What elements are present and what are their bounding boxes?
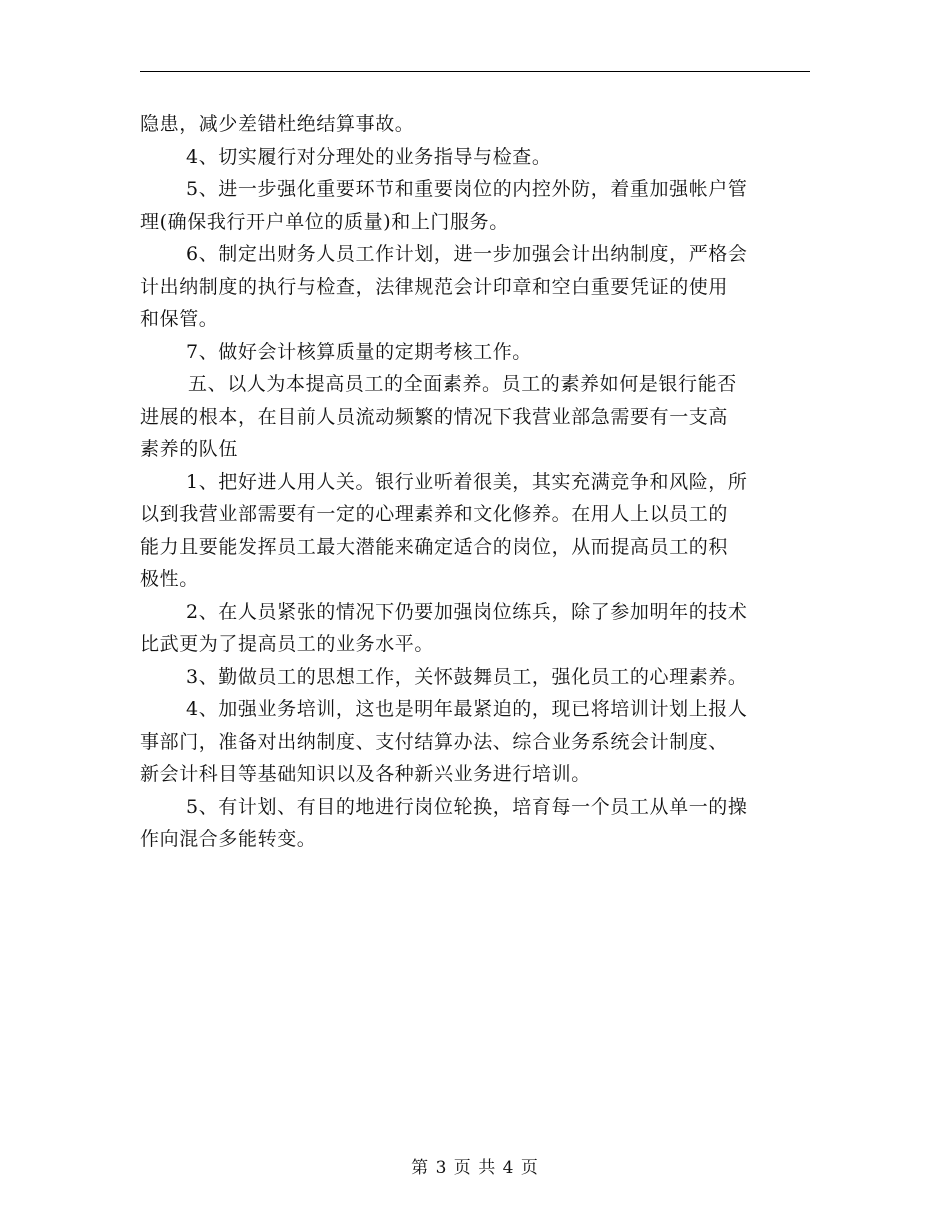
text-line: 以到我营业部需要有一定的心理素养和文化修养。在用人上以员工的 xyxy=(140,503,729,525)
text-line: 极性。 xyxy=(140,568,199,590)
text-line: 素养的队伍 xyxy=(140,438,239,460)
text-line: 和保管。 xyxy=(140,308,219,330)
document-body xyxy=(140,108,810,856)
text-line: 5、有计划、有目的地进行岗位轮换，培育每一个员工从单一的操 xyxy=(186,795,748,818)
text-line: 能力且要能发挥员工最大潜能来确定适合的岗位，从而提高员工的积 xyxy=(140,535,729,558)
text-line: 新会计科目等基础知识以及各种新兴业务进行培训。 xyxy=(140,763,591,785)
text-line: 作向混合多能转变。 xyxy=(140,828,317,850)
text-line: 事部门，准备对出纳制度、支付结算办法、综合业务系统会计制度、 xyxy=(140,730,729,753)
text-line: 4、切实履行对分理处的业务指导与检查。 xyxy=(186,145,552,168)
text-line: 理(确保我行开户单位的质量)和上门服务。 xyxy=(140,210,509,233)
page-number-footer: 第 3 页 共 4 页 xyxy=(411,1158,539,1178)
text-line: 比武更为了提高员工的业务水平。 xyxy=(140,633,435,655)
text-line: 隐患，减少差错杜绝结算事故。 xyxy=(140,113,415,135)
text-line: 计出纳制度的执行与检查，法律规范会计印章和空白重要凭证的使用 xyxy=(140,275,729,298)
text-line: 7、做好会计核算质量的定期考核工作。 xyxy=(186,340,532,363)
text-line: 6、制定出财务人员工作计划，进一步加强会计出纳制度，严格会 xyxy=(186,243,748,265)
text-line: 2、在人员紧张的情况下仍要加强岗位练兵，除了参加明年的技术 xyxy=(186,600,748,623)
text-line: 进展的根本，在目前人员流动频繁的情况下我营业部急需要有一支高 xyxy=(140,405,729,428)
text-line: 5、进一步强化重要环节和重要岗位的内控外防，着重加强帐户管 xyxy=(186,178,748,200)
text-line: 3、勤做员工的思想工作，关怀鼓舞员工，强化员工的心理素养。 xyxy=(186,665,748,688)
text-line: 五、以人为本提高员工的全面素养。员工的素养如何是银行能否 xyxy=(188,373,737,395)
text-line: 1、把好进人用人关。银行业听着很美，其实充满竞争和风险，所 xyxy=(186,470,748,493)
header-rule xyxy=(140,71,810,72)
text-line: 4、加强业务培训，这也是明年最紧迫的，现已将培训计划上报人 xyxy=(186,698,748,720)
